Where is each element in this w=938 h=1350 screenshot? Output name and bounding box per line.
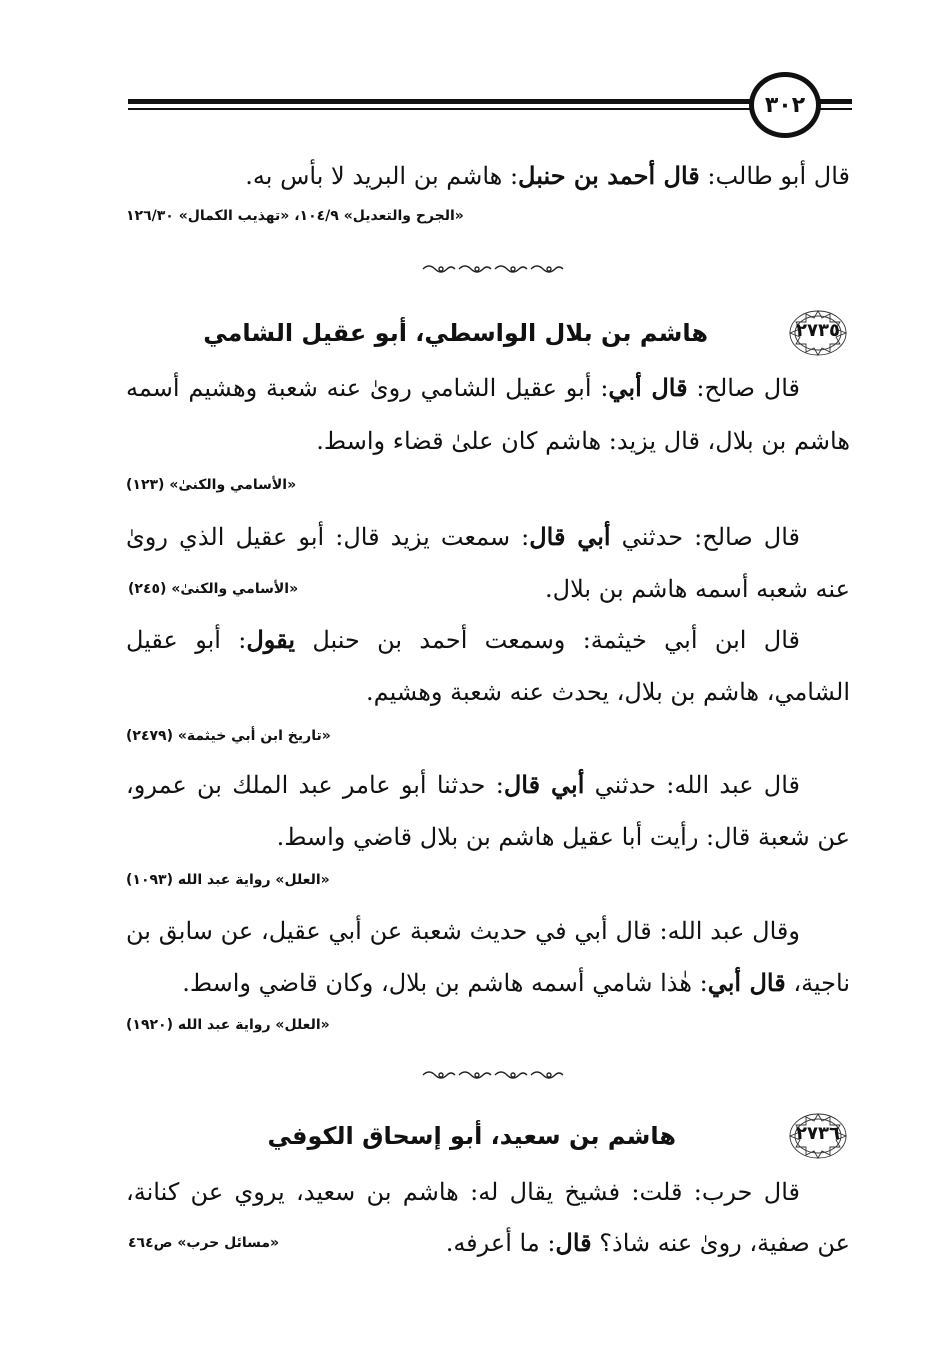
source-citation: «العلل» رواية عبد الله (١٩٢٠): [126, 1017, 330, 1033]
entry-heading: هاشم بن سعيد، أبو إسحاق الكوفي: [267, 1122, 676, 1150]
source-citation: «الأسامي والكنىٰ» (١٢٣): [126, 477, 297, 493]
source-citation: «تاريخ ابن أبي خيثمة» (٢٤٧٩): [126, 728, 331, 744]
text-line: وقال عبد الله: قال أبي في حديث شعبة عن أبي عقيل، عن سابق بن: [126, 917, 800, 945]
text-line: قال صالح: حدثني أبي قال: سمعت يزيد قال: أبو عقيل الذي روىٰ: [126, 522, 801, 551]
bold-phrase: قال: [555, 1228, 592, 1257]
entry-heading: هاشم بن بلال الواسطي، أبو عقيل الشامي: [203, 319, 708, 347]
header-rule-right-thin: [818, 108, 852, 110]
text-line: عن صفية، روىٰ عنه شاذ؟ قال: ما أعرفه.: [445, 1228, 850, 1257]
text-line: عنه شعبه أسمه هاشم بن بلال.: [545, 575, 850, 603]
ornament-divider-icon: [419, 262, 565, 276]
entry-number-badge: [786, 308, 850, 358]
bold-phrase: أبي قال: [529, 522, 611, 551]
entry-number: ٢٧٣٥: [796, 320, 840, 341]
entry-number: ٢٧٣٦: [796, 1123, 840, 1144]
entry-number-badge: [786, 1111, 850, 1161]
text-line: قال ابن أبي خيثمة: وسمعت أحمد بن حنبل يقول: أبو عقيل: [126, 625, 800, 654]
header-rule-right: [818, 99, 852, 104]
page-number-badge: [749, 72, 821, 138]
source-citation: «مسائل حرب» ص٤٦٤: [128, 1235, 280, 1251]
text-line: هاشم بن بلال، قال يزيد: هاشم كان علىٰ قضاء واسط.: [316, 427, 850, 455]
header-rule: [128, 99, 753, 104]
source-citation: «الجرح والتعديل» ١٠٤/٩، «تهذيب الكمال» ١٢٦/٣٠: [126, 208, 464, 224]
bold-phrase: قال أبي: [707, 968, 786, 997]
text-line: قال عبد الله: حدثني أبي قال: حدثنا أبو عامر عبد الملك بن عمرو،: [126, 770, 801, 799]
ornament-divider-icon: [419, 1068, 565, 1082]
bold-phrase: قال أحمد بن حنبل: [518, 161, 700, 190]
bold-phrase: قال أبي: [608, 373, 688, 402]
text-line: الشامي، هاشم بن بلال، يحدث عنه شعبة وهشيم.: [366, 678, 850, 706]
text-line: ناجية، قال أبي: هٰذا شامي أسمه هاشم بن بلال، وكان قاضي واسط.: [182, 968, 850, 997]
text-line: قال أبو طالب: قال أحمد بن حنبل: هاشم بن البريد لا بأس به.: [245, 161, 850, 190]
text-line: عن شعبة قال: رأيت أبا عقيل هاشم بن بلال قاضي واسط.: [276, 823, 850, 851]
page-number: ٣٠٢: [764, 92, 806, 118]
header-rule-thin: [128, 108, 753, 110]
bold-phrase: أبي قال: [503, 770, 585, 799]
source-citation: «العلل» رواية عبد الله (١٠٩٣): [126, 872, 330, 888]
text-line: قال حرب: قلت: فشيخ يقال له: هاشم بن سعيد، يروي عن كنانة،: [126, 1178, 800, 1206]
text-line: قال صالح: قال أبي: أبو عقيل الشامي روىٰ عنه شعبة وهشيم أسمه: [126, 373, 800, 402]
bold-phrase: يقول: [246, 625, 295, 654]
source-citation: «الأسامي والكنىٰ» (٢٤٥): [128, 581, 299, 597]
